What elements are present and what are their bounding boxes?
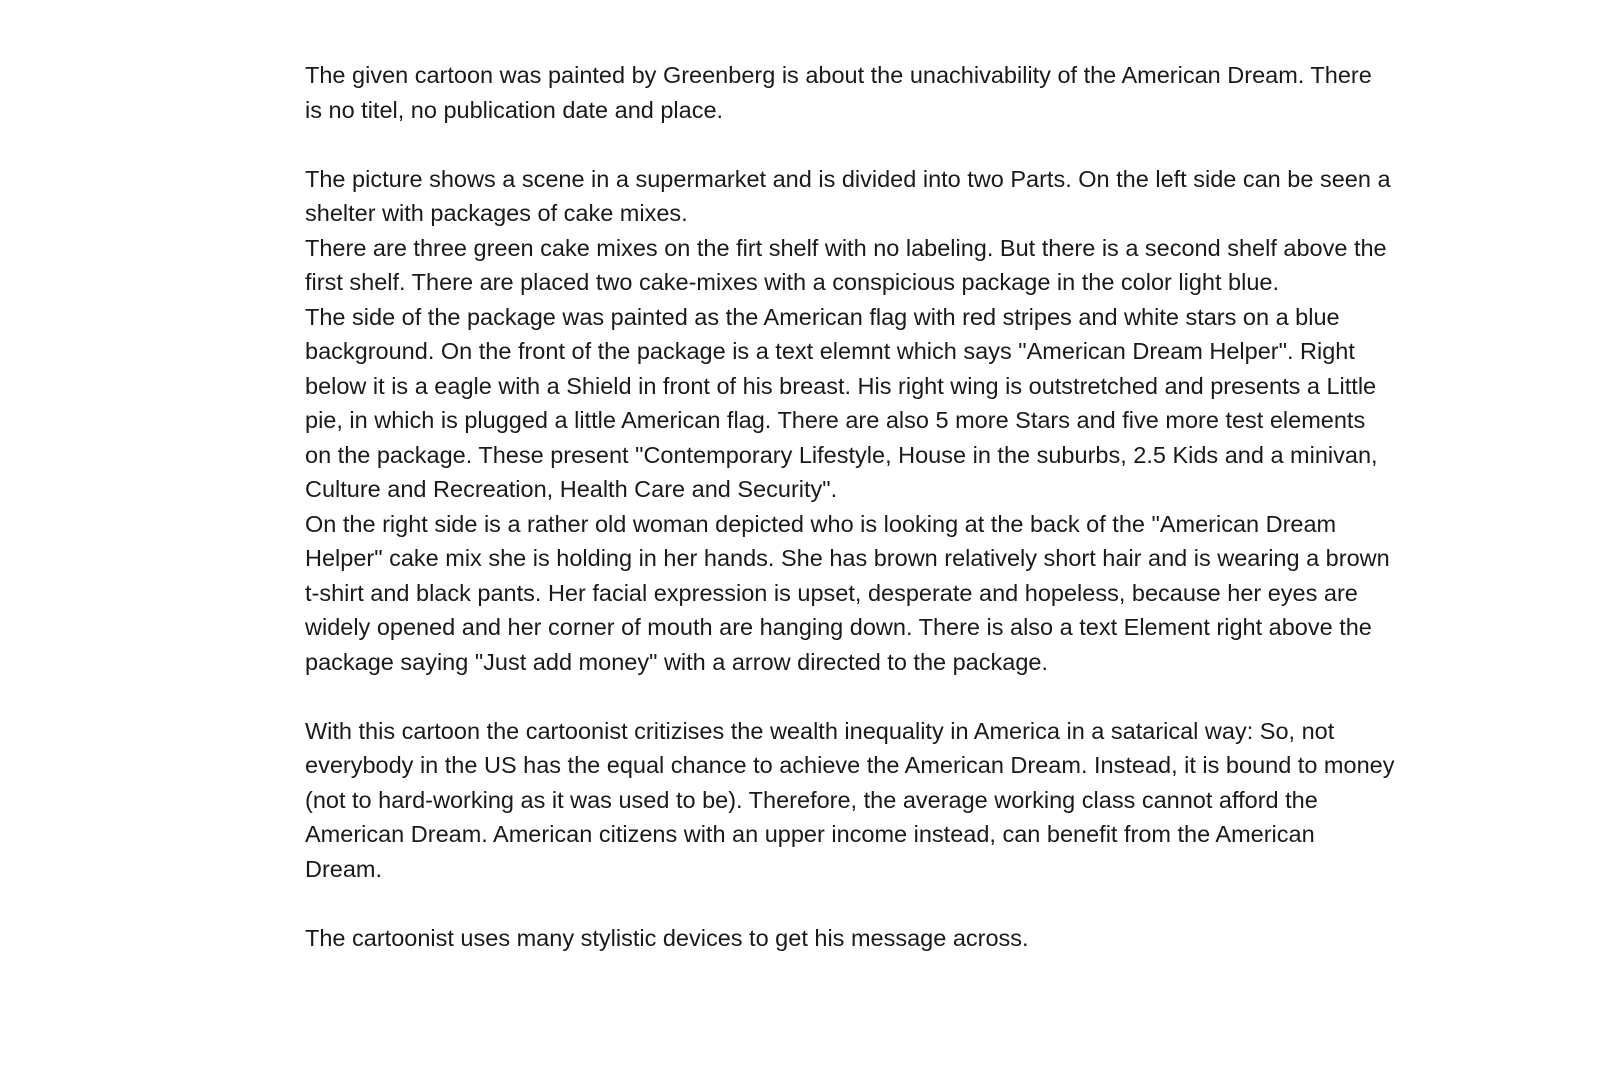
document-body bbox=[305, 58, 1395, 955]
paragraph-spacer bbox=[305, 886, 1395, 921]
paragraph-intro: The given cartoon was painted by Greenberg is about the unachivability of the American Dream. There is no titel, no publication date and place. bbox=[305, 62, 1372, 123]
paragraph-spacer bbox=[305, 679, 1395, 714]
paragraph-package: The side of the package was painted as the American flag with red stripes and white stars on a blue background. On the front of the package is a text elemnt which says "American Dream Helper". Right below it is a eagle with a Shield in front of his breast. His right wing is outstretched and presents a Little pie, in which is plugged a little American flag. There are also 5 more Stars and five more test elements on the package. These present "Contemporary Lifestyle, House in the suburbs, 2.5 Kids and a minivan, Culture and Recreation, Health Care and Security". bbox=[305, 303, 1378, 502]
paragraph-woman: On the right side is a rather old woman depicted who is looking at the back of the "American Dream Helper" cake mix she is holding in her hands. She has brown relatively short hair and is wearing a brown t-shirt and black pants. Her facial expression is upset, desperate and hopeless, because her eyes are widely opened and her corner of mouth are hanging down. There is also a text Element right above the package saying "Just add money" with a arrow directed to the package. bbox=[305, 510, 1390, 675]
paragraph-interpretation: With this cartoon the cartoonist critizises the wealth inequality in America in a satarical way: So, not everybody in the US has the equal chance to achieve the American Dream. Instead, it is bound to money (not to hard-working as it was used to be). Therefore, the average working class cannot afford the American Dream. American citizens with an upper income instead, can benefit from the American Dream. bbox=[305, 717, 1395, 882]
paragraph-conclusion: The cartoonist uses many stylistic devices to get his message across. bbox=[305, 924, 1029, 951]
paragraph-shelves: There are three green cake mixes on the firt shelf with no labeling. But there is a second shelf above the first shelf. There are placed two cake-mixes with a conspicious package in the color light blue. bbox=[305, 234, 1387, 295]
paragraph-spacer bbox=[305, 127, 1395, 162]
paragraph-scene: The picture shows a scene in a supermarket and is divided into two Parts. On the left side can be seen a shelter with packages of cake mixes. bbox=[305, 165, 1391, 226]
